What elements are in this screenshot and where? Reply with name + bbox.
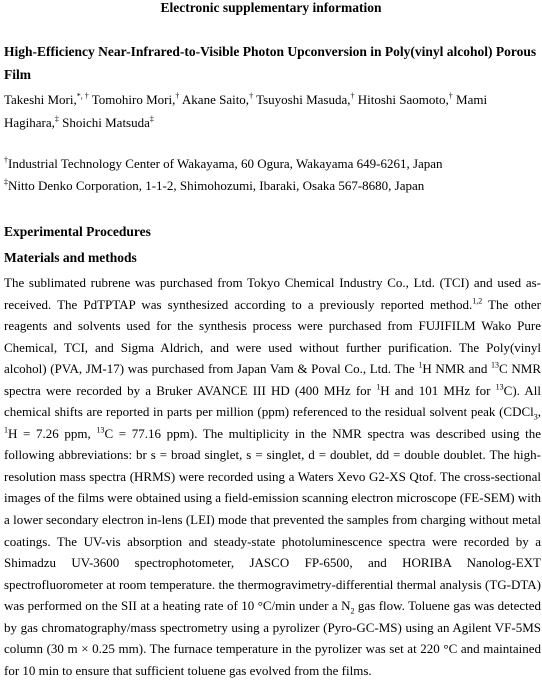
author-affiliation-mark: † [448, 91, 453, 101]
superscript: 1 [376, 382, 381, 392]
subscript: 3 [533, 412, 538, 422]
author-name: Shoichi Matsuda [62, 115, 150, 130]
paragraph-text: C NMR spectra were recorded by a Bruker AVANCE III HD (400 MHz for [4, 361, 541, 398]
paragraph-text: C = 77.16 ppm). The multiplicity in the NMR spectra was described using the following abbreviations: br s = broad singlet, s = singlet, d = doublet, dd = double doublet. The high-resolution mass spectra (HRMS) were recorded using a Waters Xevo G2-XS Qtof. The cross-sectional images of the films were obtained using a field-emission scanning electron microscope (FE-SEM) with a lower secondary electron in-lens (LEI) mode that prevented the samples from charging without metal coatings. The UV-vis absorption and steady-state photoluminescence spectra were recorded by a Shimadzu UV-3600 spectrophotometer, JASCO FP-6500, and HORIBA Nanolog-EXT spectrofluorometer at room temperature. the thermogravimetry-differential thermal analysis (TG-DTA) was performed on the SII at a heating rate of 10 °C/min under a N [4, 425, 541, 614]
paragraph-text: H = 7.26 ppm, [8, 425, 97, 441]
affiliation-text: Industrial Technology Center of Wakayama, 60 Ogura, Wakayama 649-6261, Japan [8, 156, 443, 171]
supplementary-header: Electronic supplementary information [160, 0, 382, 15]
subscript: 2 [350, 606, 355, 616]
affiliation-mark: † [4, 155, 8, 165]
author-name: Tomohiro Mori, [91, 92, 176, 107]
article-title: High-Efficiency Near-Infrared-to-Visible Photon Upconversion in Poly(vinyl alcohol) Porous Film [4, 44, 537, 82]
superscript: 13 [491, 360, 500, 370]
superscript: 13 [96, 425, 105, 435]
author-name: Akane Saito, [181, 92, 250, 107]
superscript: 13 [495, 382, 504, 392]
paragraph-text: C). All chemical shifts are reported in parts per million (ppm) referenced to the residual solvent peak (CDCl [4, 382, 541, 420]
affiliation-text: Nitto Denko Corporation, 1-1-2, Shimohozumi, Ibaraki, Osaka 567-8680, Japan [8, 178, 425, 193]
author-list [4, 88, 540, 134]
author-name: Hitoshi Saomoto, [357, 92, 449, 107]
author-affiliation-mark: † [350, 91, 355, 101]
paragraph-text: The other reagents and solvents used for the synthesis process were purchased from FUJIFILM Wako Pure Chemical, TCI, and Sigma Aldrich, and were used without further purification. The Poly(vinyl alcohol) (PVA, JM-17) was purchased from Japan Vam & Poval Co., Ltd. The [4, 296, 542, 377]
section-heading: Experimental Procedures [4, 224, 151, 239]
author-affiliation-mark: † [249, 91, 254, 101]
author-affiliation-mark: *, † [76, 91, 89, 101]
subsection-heading: Materials and methods [4, 250, 137, 265]
paragraph-text: , [537, 404, 541, 420]
paragraph-text: gas flow. Toluene gas was detected by gas chromatography/mass spectrometry using a pyrolizer (Pyro-GC-MS) using an Agilent VF-5MS column (30 m × 0.25 mm). The furnace temperature in the pyrolizer was set at 220 °C and maintained for 10 min to ensure that sufficient toluene gas evolved from the films. [4, 598, 541, 678]
affiliation-line [4, 175, 540, 197]
methods-paragraph [4, 272, 541, 681]
affiliation-mark: ‡ [4, 177, 8, 187]
author-name: Tsuyoshi Masuda, [256, 92, 351, 107]
author-name: Mami Hagihara, [4, 92, 488, 130]
author-affiliation-mark: ‡ [149, 114, 154, 124]
superscript: 1,2 [472, 296, 483, 306]
paragraph-text: The sublimated rubrene was purchased from Tokyo Chemical Industry Co., Ltd. (TCI) and used as-received. The PdTPTAP was synthesized according to a previously reported method. [4, 275, 541, 312]
author-name: Takeshi Mori, [4, 92, 77, 107]
superscript: 1 [418, 360, 423, 370]
affiliation-list [4, 153, 540, 197]
author-affiliation-mark: † [175, 91, 180, 101]
superscript: 1 [4, 425, 8, 435]
paragraph-text: H and 101 MHz for [380, 382, 496, 398]
paragraph-text: H NMR and [422, 361, 492, 377]
affiliation-line [4, 153, 540, 175]
author-affiliation-mark: ‡ [54, 114, 59, 124]
